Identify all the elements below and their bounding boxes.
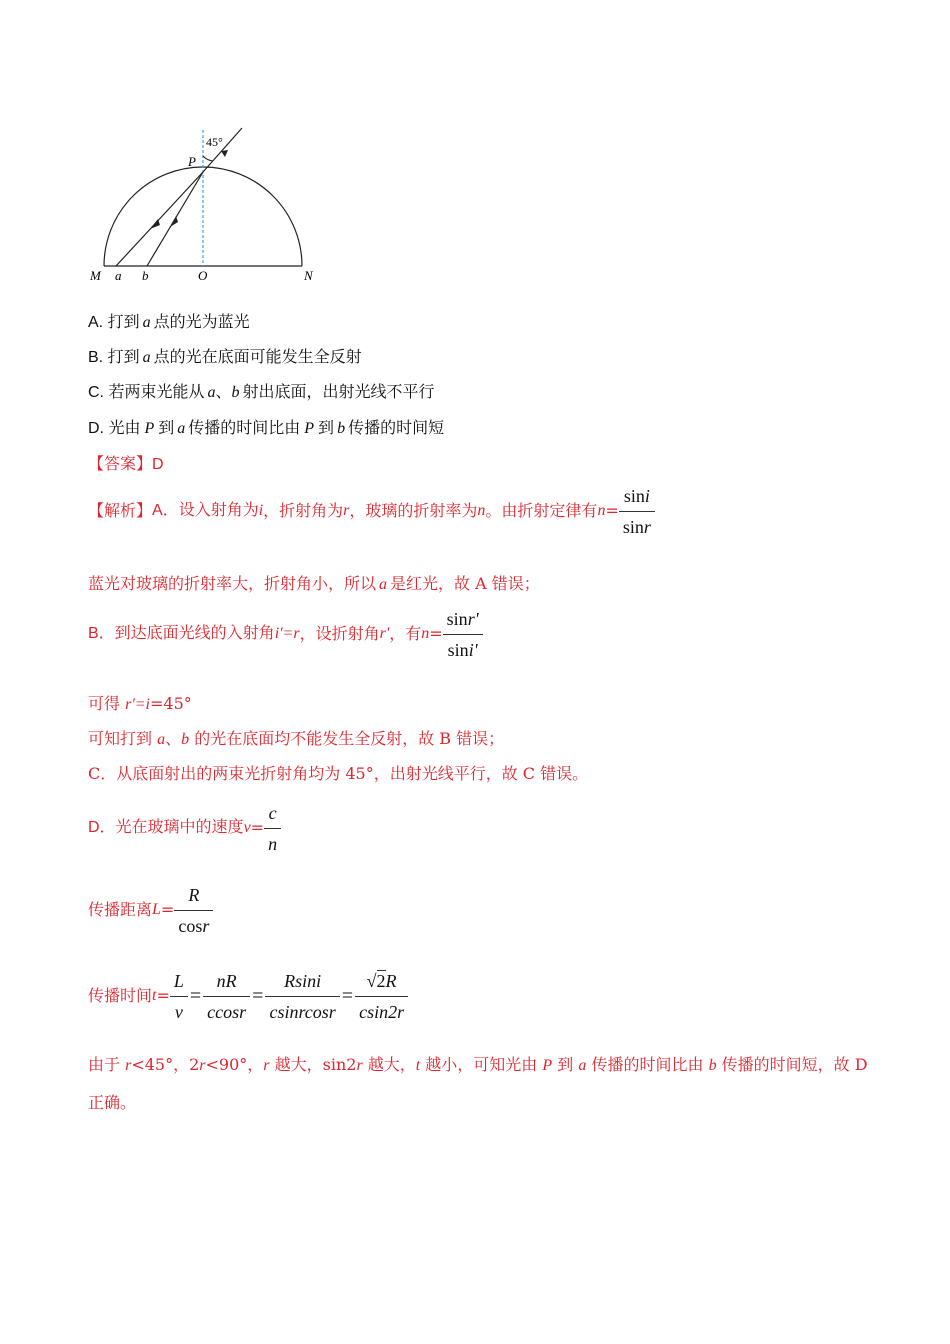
analysis-d-eq: = xyxy=(250,818,265,837)
analysis-t-text: 传播时间 xyxy=(88,986,153,1005)
fraction-r-cosr xyxy=(174,884,213,937)
final-o: 传播的时间比由 xyxy=(586,1055,709,1074)
frac-t4-den: csin2r xyxy=(359,1001,405,1022)
fraction-sinr-sini xyxy=(443,608,483,661)
label-P: P xyxy=(188,154,196,169)
frac-t3-num: Rsini xyxy=(265,970,339,997)
analysis-b-ip: i'=r xyxy=(274,625,300,642)
analysis-b-text1: B．到达底面光线的入射角 xyxy=(88,625,275,642)
analysis-b-text2: ，设折射角 xyxy=(299,624,380,643)
option-c-mid: 、 xyxy=(215,382,232,401)
option-c-var1: a xyxy=(207,384,216,401)
analysis-b-text3: ，有 xyxy=(389,624,422,643)
option-a xyxy=(88,312,250,333)
fraction-c-n xyxy=(264,802,281,855)
analysis-d-text: D．光在玻璃中的速度 xyxy=(88,819,244,836)
analysis-b-line2-expr: r'=i xyxy=(125,696,150,713)
label-b: b xyxy=(142,268,149,283)
fraction-l-v xyxy=(170,970,188,1023)
final-d: r xyxy=(199,1057,206,1074)
analysis-a-n: n xyxy=(477,502,486,519)
final-a: 由于 xyxy=(88,1055,126,1074)
analysis-a-text3: ，玻璃的折射率为 xyxy=(349,501,478,520)
time-equation xyxy=(170,970,408,1023)
ray-to-a xyxy=(116,172,203,266)
final-f: r xyxy=(263,1057,270,1074)
option-d-b: b xyxy=(337,420,346,437)
option-d-suffix: 传播的时间短 xyxy=(348,418,445,437)
frac-den-sin: sin xyxy=(622,516,644,537)
analysis-b-line3-mid: 、 xyxy=(165,729,182,748)
option-c-suffix: 射出底面，出射光线不平行 xyxy=(242,382,435,401)
analysis-b-line2 xyxy=(88,694,192,715)
equals-3: = xyxy=(341,985,354,1007)
analysis-a-text1: A．设入射角为 xyxy=(152,502,259,519)
analysis-b-line3-var1: a xyxy=(157,731,166,748)
fraction-rsini-csinrcosr xyxy=(265,970,339,1023)
analysis-b-line3-var2: b xyxy=(181,731,190,748)
analysis-a-line2 xyxy=(88,574,540,595)
fraction-sini-sinr xyxy=(619,485,655,538)
analysis-d-line xyxy=(88,800,281,856)
analysis-a-eq: = xyxy=(605,501,619,520)
answer-value: D xyxy=(152,456,164,473)
analysis-b-rp: r' xyxy=(379,625,390,642)
analysis-label: 【解析】 xyxy=(88,501,153,520)
arrow-b xyxy=(170,216,178,227)
label-M: M xyxy=(90,268,101,283)
analysis-l-eq: = xyxy=(160,900,175,919)
answer-label: 【答案】 xyxy=(88,454,153,473)
equals-1: = xyxy=(189,985,202,1007)
frac-b-num-sin: sin xyxy=(446,608,468,629)
frac-t3-den: csinrcosr xyxy=(269,1001,336,1022)
option-d xyxy=(88,418,444,439)
frac-b-den-var: i' xyxy=(468,639,478,660)
final-l: P xyxy=(542,1057,553,1074)
analysis-b-n: n xyxy=(421,625,430,642)
option-c xyxy=(88,382,434,403)
frac-d-den: n xyxy=(268,833,278,854)
frac-t2-num: nR xyxy=(203,970,250,997)
analysis-l-line xyxy=(88,882,213,938)
option-d-t1: 到 xyxy=(158,418,175,437)
final-h: r xyxy=(356,1057,363,1074)
option-b-var: a xyxy=(142,349,151,366)
final-2: 正确。 xyxy=(88,1093,137,1112)
option-d-p1: P xyxy=(144,420,155,437)
incident-arrow xyxy=(221,150,228,157)
angle-arc xyxy=(203,156,213,161)
option-c-prefix: C. 若两束光能从 xyxy=(88,384,205,401)
option-b-suffix: 点的光在底面可能发生全反射 xyxy=(153,347,362,366)
analysis-a-line xyxy=(88,484,655,538)
frac-b-num-var: r' xyxy=(467,608,479,629)
analysis-b-eq: = xyxy=(429,624,443,643)
analysis-a-text4: 。由折射定律有 xyxy=(485,501,598,520)
option-c-var2: b xyxy=(231,384,240,401)
analysis-d-v: v xyxy=(243,819,251,836)
label-O: O xyxy=(198,268,208,283)
analysis-l-text: 传播距离 xyxy=(88,900,153,919)
analysis-b-line xyxy=(88,606,483,662)
fraction-nr-ccosr xyxy=(203,970,250,1023)
analysis-t-var: t xyxy=(152,987,157,1004)
analysis-a-r: r xyxy=(343,502,350,519)
final-i: 越大， xyxy=(362,1055,416,1074)
analysis-c-text: C．从底面射出的两束光折射角均为 45°，出射光线平行，故 C 错误。 xyxy=(88,764,589,783)
analysis-t-line xyxy=(88,966,408,1026)
sqrt-icon: √ xyxy=(366,970,377,991)
frac-l-den: cos xyxy=(178,915,203,936)
final-n: a xyxy=(578,1057,587,1074)
analysis-a-line2-text: 蓝光对玻璃的折射率大，折射角小，所以 xyxy=(88,574,377,593)
frac-t4-root: 2 xyxy=(376,970,386,991)
analysis-c-line xyxy=(88,764,588,784)
analysis-l-var: L xyxy=(152,901,161,918)
final-b: r xyxy=(125,1057,132,1074)
final-p: b xyxy=(708,1057,717,1074)
frac-t1-den: v xyxy=(174,1001,183,1022)
analysis-a-i: i xyxy=(258,502,264,519)
answer-line xyxy=(88,454,164,475)
analysis-a-line2-end: 是红光，故 A 错误； xyxy=(390,574,540,593)
analysis-a-line2-var: a xyxy=(379,576,388,593)
option-d-t3: 到 xyxy=(318,418,335,437)
frac-l-den-var: r xyxy=(202,915,210,936)
final-e: <90°， xyxy=(205,1055,264,1074)
final-q: 传播的时间短，故 D xyxy=(716,1055,868,1074)
final-k: 越小，可知光由 xyxy=(420,1055,543,1074)
option-b-prefix: B. 打到 xyxy=(88,349,140,366)
equals-2: = xyxy=(252,985,264,1007)
frac-l-num: R xyxy=(174,884,213,911)
frac-t4-r: R xyxy=(385,970,397,991)
final-c: <45°，2 xyxy=(131,1055,200,1074)
label-N: N xyxy=(304,268,313,283)
analysis-a-n2: n xyxy=(597,502,606,519)
optics-figure xyxy=(80,120,340,290)
frac-den-var: r xyxy=(643,516,651,537)
analysis-b-line3-a: 可知打到 xyxy=(88,729,158,748)
frac-t2-den: ccosr xyxy=(207,1001,247,1022)
analysis-b-line3-end: 的光在底面均不能发生全反射，故 B 错误； xyxy=(189,729,505,748)
option-d-p2: P xyxy=(304,420,315,437)
analysis-b-line2-end: =45° xyxy=(149,694,192,713)
frac-t1-num: L xyxy=(170,970,188,997)
analysis-b-line3 xyxy=(88,729,504,750)
label-a: a xyxy=(115,268,122,283)
arrow-a xyxy=(150,219,160,229)
frac-num-var: i xyxy=(644,485,650,506)
final-g: 越大，sin2 xyxy=(269,1055,357,1074)
frac-num-sin: sin xyxy=(623,485,645,506)
final-j: t xyxy=(415,1057,421,1074)
fraction-sqrt2r-csin2r xyxy=(355,970,408,1023)
analysis-a-text2: ，折射角为 xyxy=(263,501,344,520)
analysis-final-line1 xyxy=(88,1055,868,1076)
option-b xyxy=(88,347,362,368)
option-d-prefix: D. 光由 xyxy=(88,420,141,437)
frac-d-num: c xyxy=(264,802,281,829)
label-angle: 45° xyxy=(206,135,223,149)
option-a-prefix: A. 打到 xyxy=(88,314,140,331)
option-d-t2: 传播的时间比由 xyxy=(188,418,301,437)
analysis-t-eq: = xyxy=(156,986,170,1005)
frac-b-den-sin: sin xyxy=(447,639,469,660)
final-m: 到 xyxy=(552,1055,579,1074)
option-a-var: a xyxy=(142,314,151,331)
analysis-final-line2 xyxy=(88,1093,136,1113)
option-a-suffix: 点的光为蓝光 xyxy=(153,312,250,331)
option-d-a: a xyxy=(177,420,186,437)
analysis-b-line2-prefix: 可得 xyxy=(88,694,126,713)
